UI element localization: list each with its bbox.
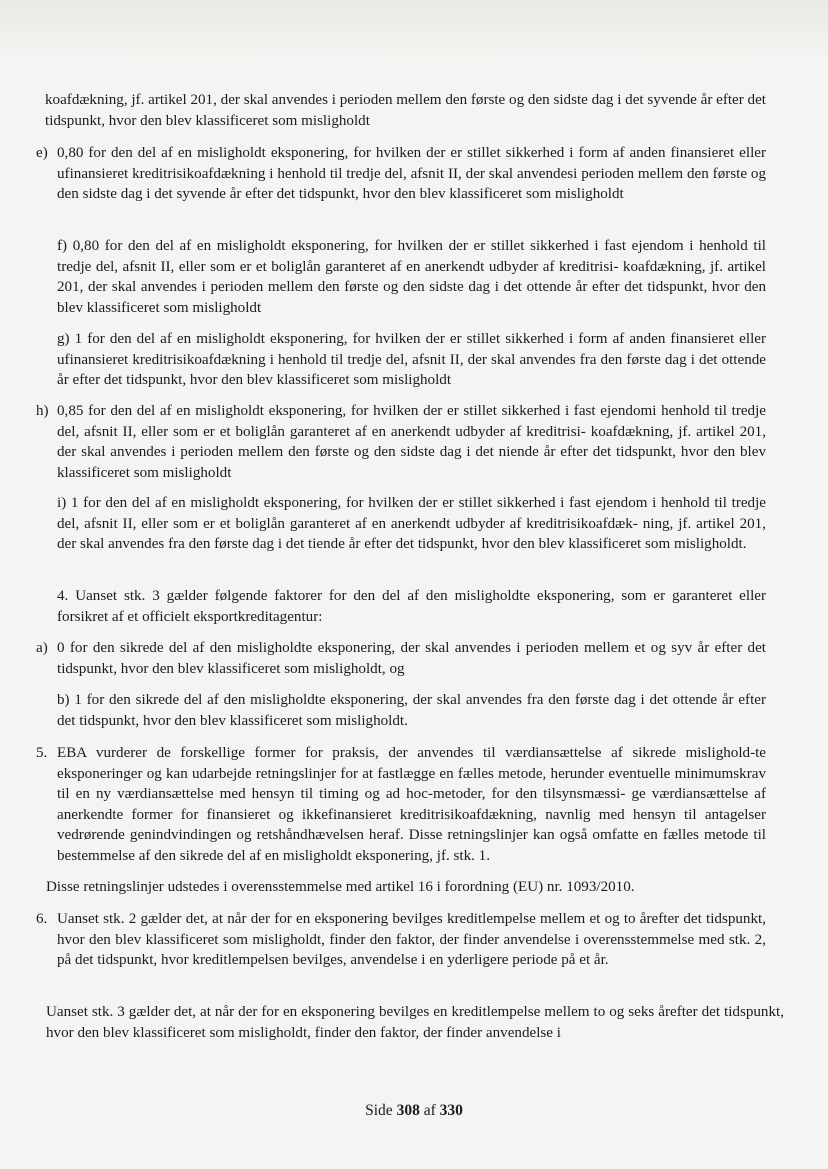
- page-current: 308: [396, 1102, 420, 1119]
- stk5-text: EBA vurderer de forskellige former for praksis, der anvendes til værdiansættelse af sikrede mislighold-te eksponeringer og kan udarbejde retningslinjer for at fastlægge en fælles metode, herunder eventuelle minimumskrav til en ny værdiansættelse med hensyn til timing og ad hoc-metoder, for den tilsynsmæssi- ge værdiansættelse af anerkendte former for finansieret og ikkefinansieret kreditrisikoafdækning, navnlig med hensyn til antagelser vedrørende genindvindingen og retshåndhævelsen heraf. Disse retningslinjer kan også omfatte en fælles metode til bestemmelse af den sikrede del af en misligholdt eksponering, jf. stk. 1.: [57, 745, 766, 864]
- item-h-marker: h): [36, 403, 49, 419]
- stk5-marker: 5.: [36, 745, 48, 761]
- paragraph-continuation: koafdækning, jf. artikel 201, der skal anvendes i perioden mellem den første og den sidste dag i det syvende år efter det tidspunkt, hvor den blev klassificeret som misligholdt: [45, 92, 766, 129]
- page-total: 330: [439, 1102, 463, 1119]
- stk6-text: Uanset stk. 2 gælder det, at når der for en eksponering bevilges kreditlempelse mellem et og to årefter det tidspunkt, hvor den blev klassificeret som misligholdt, finder den faktor, der finder anvendelse i overensstemmelse med stk. 2, på det tidspunkt, hvor kreditlempelsen bevilges, anvendelse i en yderligere periode på et år.: [57, 911, 766, 968]
- item-e-text: 0,80 for den del af en misligholdt eksponering, for hvilken der er stillet sikkerhed i form af anden finansieret eller ufinansieret kreditrisikoafdækning i henhold til tredje del, afsnit II, der skal anvendesi perioden mellem den første og den sidste dag i det syvende år efter det tidspunkt, hvor den blev klassificeret som misligholdt: [57, 145, 766, 202]
- page-prefix: Side: [365, 1102, 393, 1119]
- guidelines-note: Disse retningslinjer udstedes i overensstemmelse med artikel 16 i forordning (EU) nr. 1093/2010.: [46, 879, 635, 895]
- stk6-marker: 6.: [36, 911, 48, 927]
- item-a-marker: a): [36, 640, 48, 656]
- item-g-text: g) 1 for den del af en misligholdt eksponering, for hvilken der er stillet sikkerhed i form af anden finansieret eller ufinansieret kreditrisikoafdækning i henhold til tredje del, afsnit II, der skal anvendes fra den første dag i det ottende år efter det tidspunkt, hvor den blev klassificeret som misligholdt: [57, 331, 766, 388]
- item-e-marker: e): [36, 145, 48, 161]
- item-f-text: f) 0,80 for den del af en misligholdt eksponering, for hvilken der er stillet sikkerhed i fast ejendom i henhold til tredje del, afsnit II, eller som er et boliglån garanteret af en anerkendt udbyder af kreditrisi- koafdækning, jf. artikel 201, der skal anvendes i perioden mellem den første og den sidste dag i det ottende år efter det tidspunkt, hvor den blev klassificeret som misligholdt: [57, 238, 766, 316]
- stk4-text: 4. Uanset stk. 3 gælder følgende faktorer for den del af den misligholdte eksponering, som er garanteret eller forsikret af et officielt eksportkreditagentur:: [57, 588, 766, 625]
- final-paragraph: Uanset stk. 3 gælder det, at når der for en eksponering bevilges en kreditlempelse mellem to og seks årefter det tidspunkt, hvor den blev klassificeret som misligholdt, finder den faktor, der finder anvendelse i: [46, 1004, 784, 1041]
- item-a-text: 0 for den sikrede del af den misligholdte eksponering, der skal anvendes i perioden mellem et og syv år efter det tidspunkt, hvor den blev klassificeret som misligholdt, og: [57, 640, 766, 677]
- page-separator: af: [423, 1102, 436, 1119]
- item-i-text: i) 1 for den del af en misligholdt eksponering, for hvilken der er stillet sikkerhed i fast ejendom i henhold til tredje del, afsnit II, eller som er et boliglån garanteret af en anerkendt udbyder af kreditrisikoafdæk- ning, jf. artikel 201, der skal anvendes fra den første dag i det tiende år efter det tidspunkt, hvor den blev klassificeret som misligholdt.: [57, 495, 766, 552]
- item-b-text: b) 1 for den sikrede del af den misligholdte eksponering, der skal anvendes fra den første dag i det ottende år efter det tidspunkt, hvor den blev klassificeret som misligholdt.: [57, 692, 766, 729]
- page-number: [0, 1101, 828, 1121]
- item-h-text: 0,85 for den del af en misligholdt eksponering, for hvilken der er stillet sikkerhed i fast ejendomi henhold til tredje del, afsnit II, eller som er et boliglån garanteret af en anerkendt udbyder af kreditrisi- koafdækning, jf. artikel 201, der skal anvendes i perioden mellem den første og den sidste dag i det niende år efter det tidspunkt, hvor den blev klassificeret som misligholdt: [57, 403, 766, 481]
